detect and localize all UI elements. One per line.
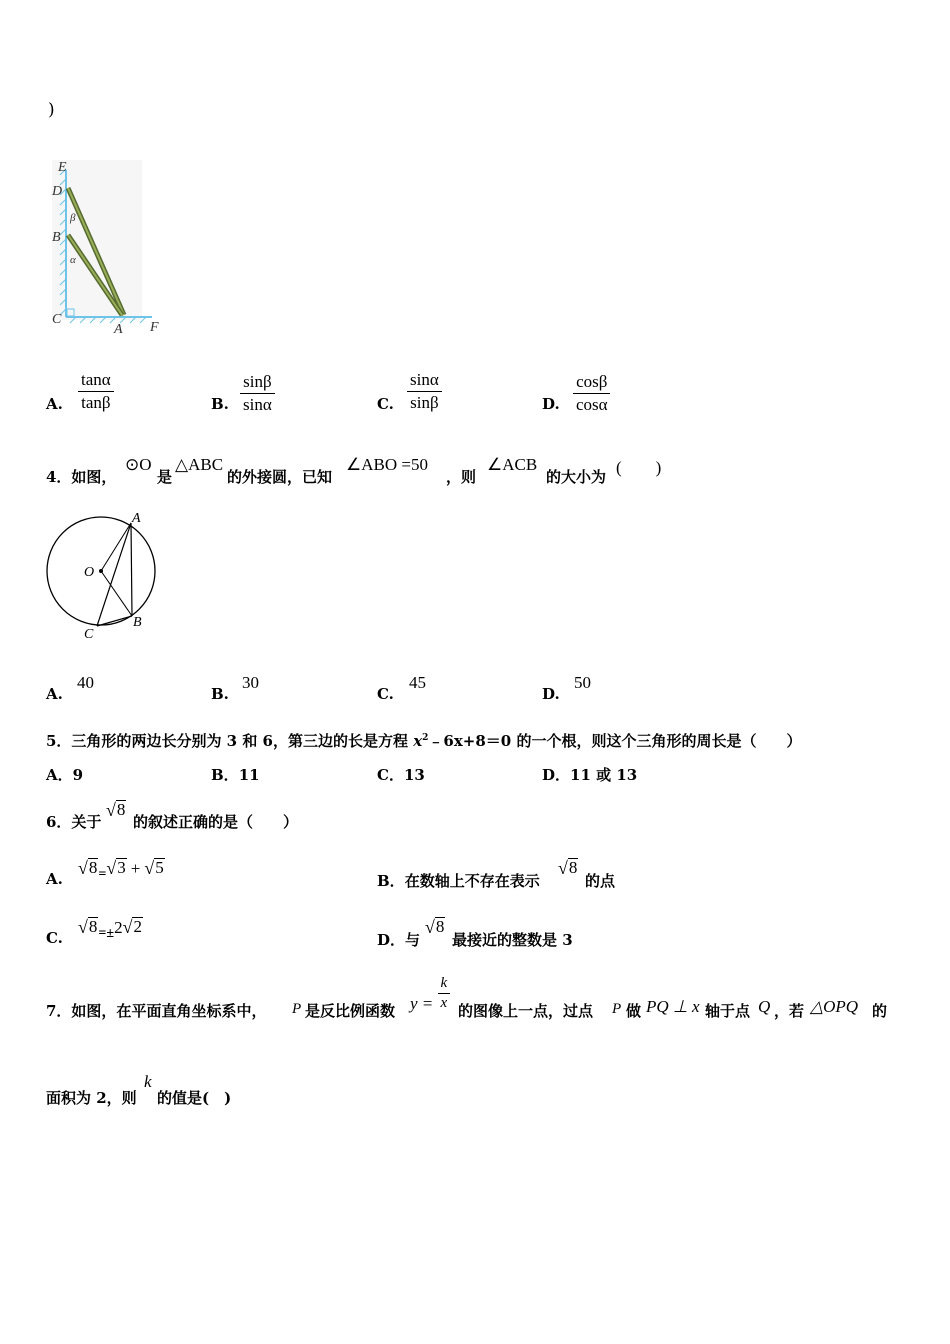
q4-angle-ask: ∠ACB [487,455,538,474]
q4-option-a-value: 40 [77,673,94,692]
q4-mid: 的外接圆，已知 [227,468,333,486]
q6-prefix: 6．关于 [46,813,102,831]
q4-circle: ⊙O [125,455,152,474]
q7-make: 做 [626,1002,642,1020]
q4-option-a[interactable]: A. [46,685,63,703]
q6-sqrt: √ 8 [106,800,126,820]
q4-then: ，则 [446,468,477,486]
q7-line2-end: 的值是( ) [157,1089,232,1107]
q4-option-d[interactable]: D. [542,685,560,703]
q7-function: y = $\frac{k}{x}$ [410,975,450,1012]
q7-mid2: 轴于点 [705,1002,751,1020]
svg-text:C: C [52,312,62,327]
q7-line2: 面积为 2，则 [46,1089,137,1107]
q7-p2: P [612,1001,622,1017]
q4-prefix: 4．如图， [46,468,117,486]
q6-suffix: 的叙述正确的是（ ） [133,813,299,831]
q6-option-a-expr: √ 8 $_=$ √ 3 + √ 5 [78,858,164,882]
ladder-figure [40,155,180,340]
q4-option-b-value: 30 [242,673,259,692]
q7-is-graph: 是反比例函数 [305,1002,396,1020]
svg-text:β: β [70,212,76,224]
q4-suffix: 的大小为 [546,468,607,486]
q7-pq: PQ ⊥ x [646,997,700,1016]
q3-option-b-fraction: $\frac{\sin\beta}{\sin\alpha}$ [240,372,275,415]
svg-text:E: E [58,160,67,175]
q6-option-a[interactable]: A. [46,870,63,888]
q7-mid1: 的图像上一点，过点 [458,1002,594,1020]
q5-option-c[interactable]: C．13 [377,766,425,784]
q4-triangle: △ABC [175,455,224,474]
q3-option-c[interactable]: C. [377,395,394,413]
q7-p: P [292,1001,302,1017]
leading-parenthesis: ) [48,100,55,120]
svg-text:A: A [114,322,123,337]
q6-option-b-sqrt: √ 8 [558,858,578,878]
q6-option-c-expr: √ 8 $_{=\pm}$2 √ 2 [78,917,142,941]
q6-option-c[interactable]: C. [46,929,63,947]
svg-text:C: C [84,627,94,642]
q6-option-b[interactable]: B．在数轴上不存在表示 [377,872,540,890]
q5-option-d[interactable]: D．11 或 13 [542,766,638,784]
q3-option-d-fraction: $\frac{\cos\beta}{\cos\alpha}$ [573,372,611,415]
q3-option-b[interactable]: B. [211,395,229,413]
q3-option-a-fraction: $\frac{\tan\alpha}{\tan\beta}$ [78,370,114,413]
svg-text:O: O [84,565,95,580]
q4-paren: ( ) [616,458,662,477]
q6-option-d-suffix: 最接近的整数是 3 [452,931,573,949]
q3-option-c-fraction: $\frac{\sin\alpha}{\sin\beta}$ [407,370,442,413]
q7-k2: k [144,1072,152,1091]
q5-option-a[interactable]: A．9 [46,766,84,784]
svg-text:α: α [70,254,76,266]
q4-option-d-value: 50 [574,673,591,692]
svg-text:D: D [52,184,63,199]
q7-tri: △OPQ [810,997,859,1016]
q3-option-a[interactable]: A. [46,395,63,413]
q3-option-d[interactable]: D. [542,395,560,413]
q7-prefix: 7．如图，在平面直角坐标系中， [46,1002,267,1020]
q7-end: 的 [872,1002,888,1020]
q6-option-d[interactable]: D．与 [377,931,421,949]
q4-option-c[interactable]: C. [377,685,394,703]
q4-is: 是 [157,468,173,486]
q4-option-b[interactable]: B. [211,685,229,703]
q4-option-c-value: 45 [409,673,426,692]
svg-text:B: B [52,230,61,245]
q6-option-b-suffix: 的点 [585,872,616,890]
circle-figure [40,508,170,643]
q7-if: ，若 [774,1002,805,1020]
q5-option-b[interactable]: B．11 [211,766,260,784]
svg-text:A: A [132,511,141,526]
q5-stem: 5．三角形的两边长分别为 3 和 6，第三边的长是方程 $x^2﹣6x+8=0$ 的一个根，则这个三角形的周长是（ ） [46,732,802,750]
q4-angle-given: ∠ABO =50 [346,455,428,474]
svg-text:B: B [133,615,142,630]
q7-q: Q [758,997,771,1016]
q6-option-d-sqrt: √ 8 [425,917,445,937]
svg-text:F: F [150,320,159,335]
